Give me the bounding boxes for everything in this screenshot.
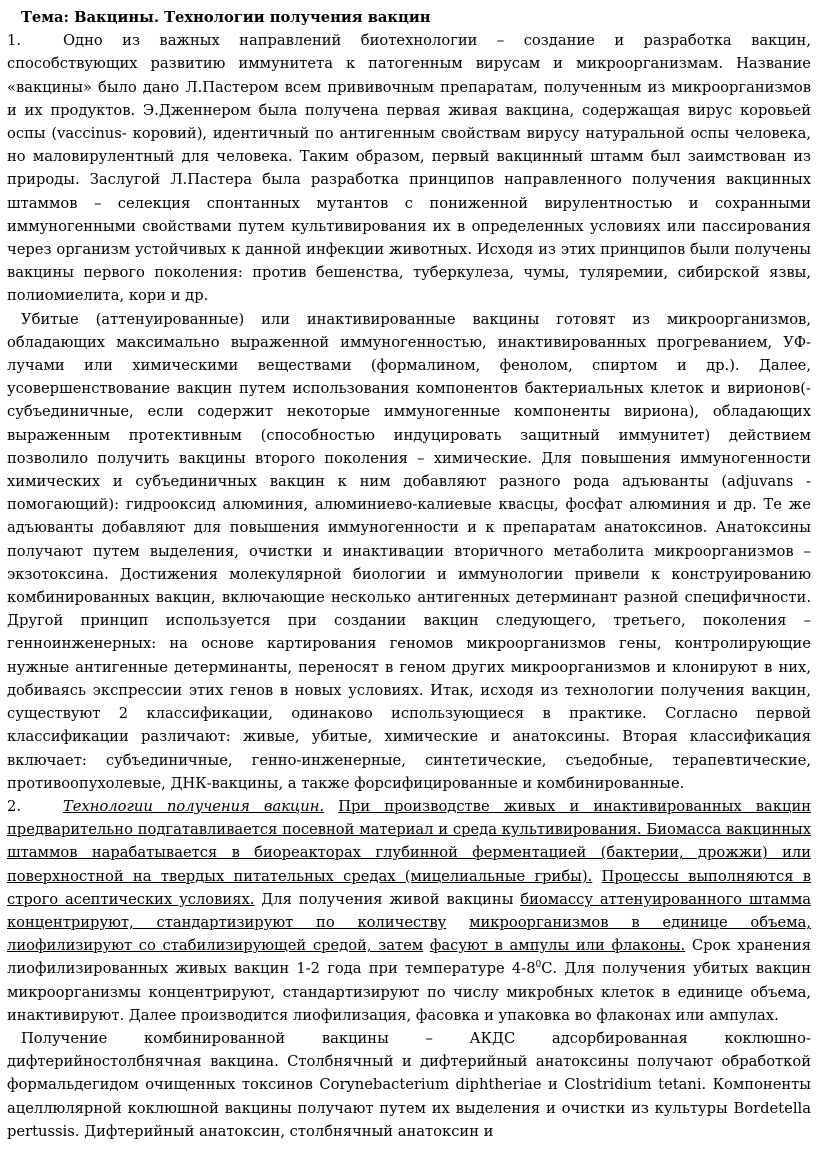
underlined-text-4: микроорганизмов в единице объема, лиофилизируют со стабилизирующей средой, затем bbox=[7, 913, 811, 955]
underlined-text-1: При производстве живых и инактивированных вакцин предварительно подгатавливается посевной материал и среда культивирования. Биомасса вакцинных штаммов нарабатывается в биореакторах глубинной ферментацией (бактерии, дрожжи) или поверхностной на твердых питательных средах (мицелиальные грибы). bbox=[7, 797, 812, 885]
list-number-2: 2. bbox=[7, 797, 22, 815]
underlined-text-5: фасуют в ампулы или флаконы. bbox=[429, 937, 686, 955]
paragraph-1-text: Одно из важных направлений биотехнологии – создание и разработка вакцин, способствующих развитию иммунитета к патогенным вирусам и микроорганизмам. Название «вакцины» было дано Л.Пастером всем прививочным препаратам, полученным из микроорганизмов и их продуктов. Э.Дженнером была получена первая живая вакцина, содержащая вирус коровьей оспы (vaccinus- коровий), идентичный по антигенным свойствам вирусу натуральной оспы человека, но маловирулентный для человека. Таким образом, первый вакцинный штамм был заимствован из природы. Заслугой Л.Пастера была разработка принципов направленного получения вакцинных штаммов – селекция спонтанных мутантов с пониженной вирулентностью и сохранными иммуногенными свойствами путем культивирования их в определенных условиях или пассирования через организм устойчивых к данной инфекции животных. Исходя из этих принципов были получены вакцины первого поколения: против бешенства, туберкулеза, чумы, туляремии, сибирской язвы, полиомиелита, кори и др. bbox=[7, 32, 811, 305]
paragraph-3 bbox=[7, 795, 811, 1027]
paragraph-1 bbox=[7, 29, 811, 307]
list-number-1: 1. bbox=[7, 32, 22, 50]
plain-text-3: С. Для получения убитых вакцин микроорганизмы концентрируют, стандартизируют по числу микробных клеток в единице объема, инактивируют. Далее производится лиофилизация, фасовка и упаковка во флаконах или ампулах. bbox=[7, 960, 811, 1024]
paragraph-2: Убитые (аттенуированные) или инактивированные вакцины готовят из микроорганизмов, обладающих максимально выраженной иммуногенностью, инактивированных прогреванием, УФ-лучами или химическими веществами (формалином, фенолом, спиртом и др.). Далее, усовершенствование вакцин путем использования компонентов бактериальных клеток и вирионов(-субъединичные, если содержит некоторые иммуногенные компоненты вириона), обладающих выраженным протективным (способностью индуцировать защитный иммунитет) действием позволило получить вакцины второго поколения – химические. Для повышения иммуногенности химических и субъединичных вакцин к ним добавляют разного рода адъюванты (adjuvans - помогающий): гидрооксид алюминия, алюминиево-калиевые квасцы, фосфат алюминия и др. Те же адъюванты добавляют для повышения иммуногенности и к препаратам анатоксинов. Анатоксины получают путем выделения, очистки и инактивации вторичного метаболита микроорганизмов – экзотоксина. Достижения молекулярной биологии и иммунологии привели к конструированию комбинированных вакцин, включающие несколько антигенных детерминант разной специфичности. Другой принцип используется при создании вакцин следующего, третьего, поколения – генноинженерных: на основе картирования геномов микроорганизмов гены, контролирующие нужные антигенные детерминанты, переносят в геном других микроорганизмов и клонируют в них, добиваясь экспрессии этих генов в новых условиях. Итак, исходя из технологии получения вакцин, существуют 2 классификации, одинаково использующиеся в практике. Согласно первой классификации различают: живые, убитые, химические и анатоксины. Вторая классификация включает: субъединичные, генно-инженерные, синтетические, съедобные, терапевтические, противоопухолевые, ДНК-вакцины, а также форсифицированные и комбинированные. bbox=[7, 310, 811, 792]
page-title: Тема: Вакцины. Технологии получения вакцин bbox=[21, 9, 431, 26]
section-heading: Технологии получения вакцин. bbox=[63, 797, 325, 815]
plain-text-2: Срок хранения лиофилизированных живых вакцин 1-2 года при температуре 4-8 bbox=[7, 937, 811, 978]
plain-text-1: Для получения живой вакцины bbox=[261, 890, 514, 908]
underlined-text-3: биомассу аттенуированного штамма концентрируют, стандартизируют по количеству bbox=[7, 890, 812, 931]
paragraph-4: Получение комбинированной вакцины – АКДС адсорбированная коклюшно-дифтерийностолбнячная вакцина. Столбнячный и дифтерийный анатоксины получают обработкой формальдегидом очищенных токсинов Corynebacterium diphtheriae и Clostridium tetani. Компоненты ацеллюлярной коклюшной вакцины получают путем их выделения и очистки из культуры Bordetella pertussis. Дифтерийный анатоксин, столбнячный анатоксин и bbox=[7, 1029, 811, 1140]
degree-superscript: 0 bbox=[535, 960, 542, 971]
underlined-text-2: Процессы выполняются в строго асептических условиях. bbox=[7, 867, 811, 908]
